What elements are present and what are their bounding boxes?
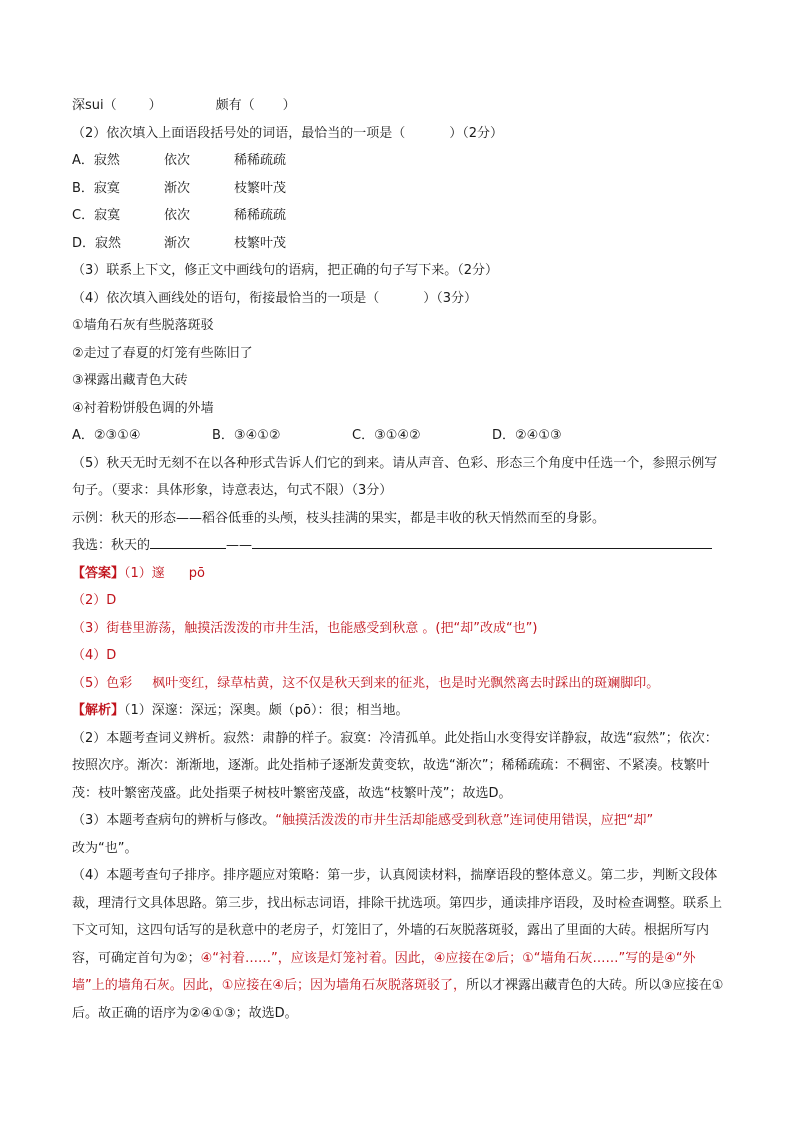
- blank-underline: [252, 534, 712, 549]
- pinyin-item-b: 颇有（: [215, 98, 255, 113]
- pinyin-item-a: 深sui（: [72, 98, 117, 113]
- q2-option-b: B．寂寞 渐次 枝繁叶茂: [72, 180, 287, 196]
- q4-stem: （4）依次填入画线处的语句，衔接最恰当的一项是（ ）（3分）: [72, 290, 478, 306]
- q2-stem: （2）依次填入上面语段括号处的词语，最恰当的一项是（ ）（2分）: [72, 125, 504, 141]
- answer-line-1: 【答案】（1）邃 pō: [72, 565, 206, 581]
- analysis-paragraph-2: （2）本题考查词义辨析。寂然：肃静的样子。寂寞：冷清孤单。此处指山水变得安详静寂，故选“寂然”；依次：按照次序。渐次：渐渐地，逐渐。此处指柿子逐渐发黄变软，故选“渐次”；稀稀疏疏：不稠密、不紧凑。枝繁叶茂：枝叶繁密茂盛。此处指栗子树枝叶繁密茂盛，故选“枝繁叶茂”；故选D。: [72, 730, 718, 801]
- answer-line-5: （5）色彩 枫叶变红，绿草枯黄，这不仅是秋天到来的征兆，也是时光飘然离去时踩出的斑斓脚印。: [72, 675, 660, 691]
- q4-sentence-2: ②走过了春夏的灯笼有些陈旧了: [72, 345, 253, 361]
- pinyin-question-line: 深sui（ ） 颇有（ ）: [72, 98, 296, 113]
- q2-option-d: D．寂然 渐次 枝繁叶茂: [72, 235, 287, 251]
- q5-example: 示例：秋天的形态——稻谷低垂的头颅，枝头挂满的果实，都是丰收的秋天悄然而至的身影。: [72, 510, 606, 526]
- q5-stem: （5）秋天无时无刻不在以各种形式告诉人们它的到来。请从声音、色彩、形态三个角度中任选一个，参照示例写句子。（要求：具体形象，诗意表达，句式不限）（3分）: [72, 455, 718, 498]
- q2-option-a: A．寂然 依次 稀稀疏疏: [72, 153, 287, 168]
- analysis-paragraph-3: （3）本题考查病句的辨析与修改。“触摸活泼泼的市井生活却能感受到秋意”连词使用错误，应把“却” 改为“也”。: [72, 813, 654, 856]
- blank-underline: [150, 534, 226, 549]
- q4-sentence-4: ④衬着粉饼般色调的外墙: [72, 400, 214, 416]
- q4-sentence-1: ①墙角石灰有些脱落斑驳: [72, 318, 214, 333]
- answer-tag: 【答案】: [72, 565, 125, 581]
- answer-line-3: （3）街巷里游荡，触摸活泼泼的市井生活，也能感受到秋意 。(把“却”改成“也”): [72, 620, 538, 636]
- q2-option-c: C．寂寞 依次 稀稀疏疏: [72, 208, 287, 223]
- analysis-paragraph-4: （4）本题考查句子排序。排序题应对策略：第一步，认真阅读材料，揣摩语段的整体意义。第二步，判断文段体裁，理清行文具体思路。第三步，找出标志词语，排除干扰选项。第四步，通读排序语段，及时检查调整。联系上下文可知，这四句话写的是秋意中的老房子，灯笼旧了，外墙的石灰脱落斑驳，露出了里面的大砖。根据所写内容，可确定首句为②；④“衬着……”，应该是灯笼衬着。因此，④应接在②后；①“墙角石灰……”写的是④“外墙”上的墙角石灰。因此，①应接在④后；因为墙角石灰脱落斑驳了，所以才裸露出藏青色的大砖。所以③应接在①后。故正确的语序为②④①③；故选D。: [72, 868, 724, 1021]
- analysis-tag: 【解析】: [72, 703, 125, 718]
- q4-options: A．②③①④ B．③④①② C．③①④② D．②④①③: [72, 428, 562, 443]
- answer-line-2: （2）D: [72, 593, 117, 608]
- q4-sentence-3: ③裸露出藏青色大砖: [72, 373, 188, 388]
- answer-line-4: （4）D: [72, 648, 117, 663]
- q3-stem: （3）联系上下文，修正文中画线句的语病，把正确的句子写下来。（2分）: [72, 263, 499, 278]
- q5-answer-line: 我选：秋天的 ——: [72, 532, 724, 560]
- analysis-line-1: 【解析】（1）深邃：深远；深奥。颇（pō）：很；相当地。: [72, 703, 409, 718]
- question-content: [72, 92, 724, 1027]
